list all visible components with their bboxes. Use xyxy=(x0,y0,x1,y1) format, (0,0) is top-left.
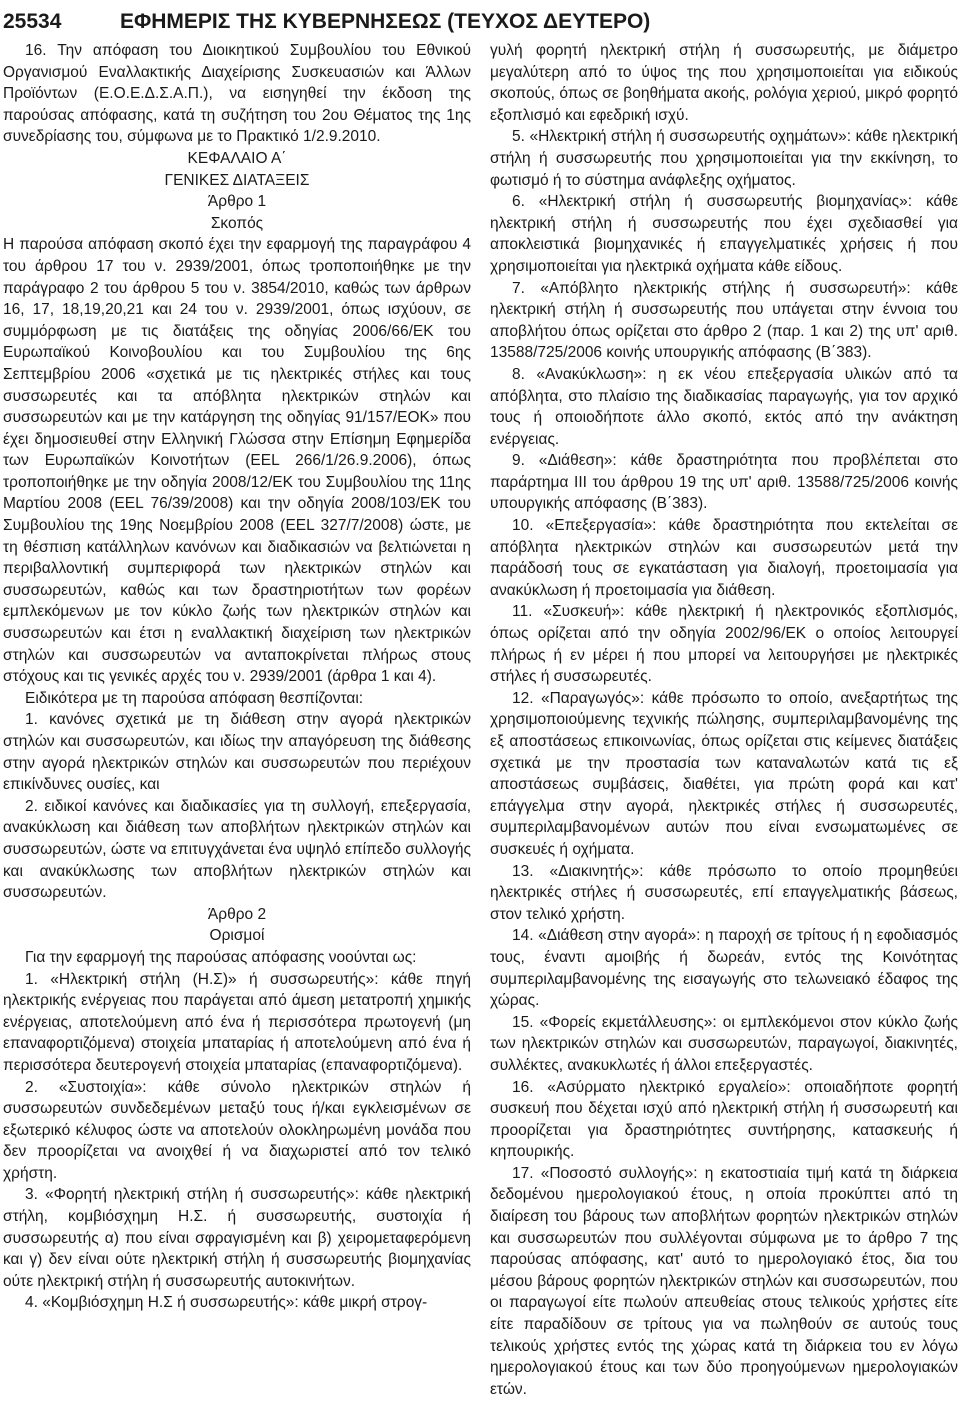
paragraph: 5. «Ηλεκτρική στήλη ή συσσωρευτής οχημάτων»: κάθε ηλεκτρική στήλη ή συσσωρευτής που χρησιμοποιείται για την εκκίνηση, το φωτισμό ή το σύστημα ανάφλεξης οχήματος. xyxy=(490,128,958,189)
paragraph: 2. «Συστοιχία»: κάθε σύνολο ηλεκτρικών στηλών ή συσσωρευτών συνδεδεμένων μεταξύ τους ή/και εγκλεισμένων σε εξωτερικό κέλυφος ώστε να αποτελούν ολοκληρωμένη μονάδα που δεν προορίζεται να ανοιχθεί ή να διαχωριστεί από τον τελικό χρήστη. xyxy=(3,1078,471,1182)
section-heading: Ορισμοί xyxy=(209,927,265,945)
paragraph: 16. «Ασύρματο ηλεκτρικό εργαλείο»: οποιαδήποτε φορητή συσκευή που δέχεται ισχύ από ηλεκτρική στήλη ή συσσωρευτή και προορίζεται για δραστηριότητες συντήρησης, κατασκευής ή κηπουρικής. xyxy=(490,1078,958,1161)
section-heading: Άρθρο 2 xyxy=(207,905,267,923)
paragraph: 1. κανόνες σχετικά με τη διάθεση στην αγορά ηλεκτρικών στηλών και συσσωρευτών, και ιδίως την απαγόρευση της διάθεσης στην αγορά ηλεκτρικών στηλών και συσσωρευτών που περιέχουν επικίνδυνες ουσίες, και xyxy=(3,711,471,794)
paragraph: 8. «Ανακύκλωση»: η εκ νέου επεξεργασία υλικών από τα απόβλητα, στο πλαίσιο της διαδικασίας παραγωγής, για τον αρχικό τους ή οποιοδήποτε άλλο σκοπό, εκτός από την ανάκτηση ενέργειας. xyxy=(490,365,958,448)
page-header xyxy=(0,0,960,44)
paragraph: 3. «Φορητή ηλεκτρική στήλη ή συσσωρευτής»: κάθε ηλεκτρική στήλη, κομβιόσχημη Η.Σ. ή συσσωρευτής, συστοιχία ή συσσωρευτής α) που είναι σφραγισμένη και β) χειρομεταφερόμενη και γ) δεν είναι ούτε ηλεκτρική στήλη ή συσσωρευτής βιομηχανίας ούτε ηλεκτρική στήλη ή συσσωρευτής αυτοκινήτων. xyxy=(3,1186,471,1290)
paragraph: 14. «Διάθεση στην αγορά»: η παροχή σε τρίτους ή η εφοδιασμός τους, έναντι αμοιβής ή δωρεάν, εντός της Κοινότητας συμπεριλαμβανομένης της εισαγωγής στο τελωνειακό έδαφος της χώρας. xyxy=(490,927,958,1010)
gazette-title: ΕΦΗΜΕΡΙΣ ΤΗΣ ΚΥΒΕΡΝΗΣΕΩΣ (ΤΕΥΧΟΣ ΔΕΥΤΕΡΟ) xyxy=(120,10,651,33)
paragraph: γυλή φορητή ηλεκτρική στήλη ή συσσωρευτής, με διάμετρο μεγαλύτερη από το ύψος της που χρησιμοποιείται για ειδικούς σκοπούς, όπως σε βοηθήματα ακοής, ρολόγια χεριού, μικρό φορητό εξοπλισμό και εφεδρική ισχύ. xyxy=(490,42,958,124)
paragraph: Για την εφαρμογή της παρούσας απόφασης νοούνται ως: xyxy=(25,948,417,966)
section-heading: Σκοπός xyxy=(210,214,264,232)
paragraph: 4. «Κομβιόσχημη Η.Σ ή συσσωρευτής»: κάθε μικρή στρογ- xyxy=(25,1294,428,1312)
paragraph: 6. «Ηλεκτρική στήλη ή συσσωρευτής βιομηχανίας»: κάθε ηλεκτρική στήλη ή συσσωρευτής που έχει σχεδιασθεί για αποκλειστικά βιομηχανικές ή επαγγελματικές χρήσεις ή που χρησιμοποιείται για ηλεκτρικά οχήματα κάθε είδους. xyxy=(490,193,958,275)
paragraph: 9. «Διάθεση»: κάθε δραστηριότητα που προβλέπεται στο παράρτημα ΙΙΙ του άρθρου 19 της υπ' αριθ. 13588/725/2006 κοινής υπουργικής απόφασης (Β΄383). xyxy=(490,452,958,513)
paragraph: 16. Την απόφαση του Διοικητικού Συμβουλίου του Εθνικού Οργανισμού Εναλλακτικής Διαχείρισης Συσκευασιών και Άλλων Προϊόντων (Ε.Ο.Ε.Δ.Σ.Α.Π.), να εισηγηθεί την έκδοση της παρούσας απόφασης, κατά τη συζήτηση του 2ου Θέματος της 1ης συνεδρίασης του, σύμφωνα με το Πρακτικό 1/2.9.2010. xyxy=(3,42,471,146)
page-number: 25534 xyxy=(3,10,62,33)
right-column xyxy=(490,40,958,1400)
section-heading: ΚΕΦΑΛΑΙΟ Α΄ xyxy=(187,149,287,167)
paragraph: 13. «Διακινητής»: κάθε πρόσωπο το οποίο προμηθεύει ηλεκτρικές στήλες ή συσσωρευτές, επί επαγγελματικής βάσεως, στον τελικό χρήστη. xyxy=(490,862,958,923)
left-column xyxy=(3,40,471,1314)
paragraph: Η παρούσα απόφαση σκοπό έχει την εφαρμογή της παραγράφου 4 του άρθρου 17 του ν. 2939/2001, όπως τροποποιήθηκε με την παράγραφο 2 του άρθρου 5 του ν. 3854/2010, καθώς των άρθρων 16, 17, 18,19,20,21 και 24 του ν. 2939/2001, όπως ισχύουν, σε συμμόρφωση με τις διατάξεις της οδηγίας 2006/66/ΕΚ του Ευρωπαϊκού Κοινοβουλίου και του Συμβουλίου της 6ης Σεπτεμβρίου 2006 «σχετικά με τις ηλεκτρικές στήλες και τους συσσωρευτές και τα απόβλητα ηλεκτρικών στηλών και συσσωρευτών και με την κατάργηση της οδηγίας 91/157/ΕΟΚ» που έχει δημοσιευθεί στην Ελληνική Γλώσσα στην Επίσημη Εφημερίδα των Ευρωπαϊκών Κοινοτήτων (ΕΕL 266/1/26.9.2006), όπως τροποποιήθηκε με την οδηγία 2008/12/ΕΚ του Συμβουλίου της 11ης Μαρτίου 2008 (ΕΕL 76/39/2008) και την οδηγία 2008/103/ΕΚ του Συμβουλίου της 19ης Νοεμβρίου 2008 (ΕΕL 327/7/2008) ώστε, με τη θέσπιση κατάλληλων κανόνων και διαδικασιών να βελτιώνεται η περιβαλλοντική συμπεριφορά των ηλεκτρικών στηλών και συσσωρευτών, καθώς και των δραστηριοτήτων των φορέων εμπλεκόμενων με τον κύκλο ζωής των ηλεκτρικών στηλών και συσσωρευτών και έτσι η εναλλακτική διαχείριση των ηλεκτρικών στηλών και συσσωρευτών να ανταποκρίνεται πλήρως στους στόχους και τις γενικές αρχές του ν. 2939/2001 (άρθρα 1 και 4). xyxy=(3,236,471,686)
paragraph: Ειδικότερα με τη παρούσα απόφαση θεσπίζονται: xyxy=(25,689,364,707)
paragraph: 11. «Συσκευή»: κάθε ηλεκτρική ή ηλεκτρονικός εξοπλισμός, όπως ορίζεται από την οδηγία 2002/96/ΕΚ ο οποίος λειτουργεί πλήρως ή εν μέρει ή που μπορεί να λειτουργήσει με ηλεκτρικές στήλες ή συσσωρευτές. xyxy=(490,603,958,686)
paragraph: 7. «Απόβλητο ηλεκτρικής στήλης ή συσσωρευτή»: κάθε ηλεκτρική στήλη ή συσσωρευτής που υπάγεται στην έννοια του αποβλήτου όπως ορίζεται στο άρθρο 2 (παρ. 1 και 2) της υπ' αριθ. 13588/725/2006 κοινής υπουργικής απόφασης (Β΄383). xyxy=(490,279,958,362)
paragraph: 2. ειδικοί κανόνες και διαδικασίες για τη συλλογή, επεξεργασία, ανακύκλωση και διάθεση των αποβλήτων ηλεκτρικών στηλών και συσσωρευτών, ώστε να επιτυγχάνεται ένα υψηλό επίπεδο συλλογής και ανακύκλωσης των αποβλήτων ηλεκτρικών στηλών και συσσωρευτών. xyxy=(3,797,471,902)
section-heading: Άρθρο 1 xyxy=(207,193,267,211)
paragraph: 12. «Παραγωγός»: κάθε πρόσωπο το οποίο, ανεξαρτήτως της χρησιμοποιούμενης τεχνικής πώλησης, συμπεριλαμβανομένης της εξ αποστάσεως επικοινωνίας, όπως ορίζεται στις κείμενες διατάξεις σχετικά με την προστασία των καταναλωτών κατά τις εξ αποστάσεως συμβάσεις, διαθέτει, για πρώτη φορά και κατ' επάγγελμα στην αγορά, ηλεκτρικές στήλες ή συσσωρευτές, συμπεριλαμβανομένων αυτών που είναι ενσωματωμένες σε συσκευές ή οχήματα. xyxy=(490,689,958,858)
paragraph: 17. «Ποσοστό συλλογής»: η εκατοστιαία τιμή κατά τη διάρκεια δεδομένου ημερολογιακού έτους, η οποία προκύπτει από τη διαίρεση του βάρους των αποβλήτων φορητών ηλεκτρικών στηλών και συσσωρευτών που συλλέγονται σύμφωνα με το άρθρο 7 της παρούσας απόφασης, κατ' αυτό το ημερολογιακό έτος, δια του μέσου βάρους φορητών ηλεκτρικών στηλών και συσσωρευτών, που οι παραγωγοί είτε πωλούν απευθείας στους τελικούς χρήστες είτε είτε παραδίδουν σε τρίτους για να πωληθούν σε αυτούς τους τελικούς χρήστες εντός της χώρας κατά τη διάρκεια του εν λόγω ημερολογιακού έτους και των δύο προηγούμενων ημερολογιακών ετών. xyxy=(490,1164,958,1398)
section-heading: ΓΕΝΙΚΕΣ ΔΙΑΤΑΞΕΙΣ xyxy=(164,171,310,189)
paragraph: 1. «Ηλεκτρική στήλη (Η.Σ)» ή συσσωρευτής»: κάθε πηγή ηλεκτρικής ενέργειας που παράγεται από άμεση μετατροπή χημικής ενέργειας, αποτελούμενη από ένα ή περισσότερα πρωτογενή (μη επαναφορτιζόμενα) στοιχεία μπαταρίας ή αποτελούμενη από ένα ή περισσότερα δευτερογενή στοιχεία μπαταρίας (επαναφορτιζόμενα). xyxy=(3,970,471,1074)
paragraph: 15. «Φορείς εκμετάλλευσης»: οι εμπλεκόμενοι στον κύκλο ζωής των ηλεκτρικών στηλών και συσσωρευτών, παραγωγοί, διακινητές, συλλέκτες, ανακυκλωτές ή άλλοι επεξεργαστές. xyxy=(490,1013,958,1074)
paragraph: 10. «Επεξεργασία»: κάθε δραστηριότητα που εκτελείται σε απόβλητα ηλεκτρικών στηλών και συσσωρευτών μετά την παράδοσή τους σε εγκατάσταση για διαλογή, προετοιμασία για ανακύκλωση ή προετοιμασία για διάθεση. xyxy=(490,517,958,599)
